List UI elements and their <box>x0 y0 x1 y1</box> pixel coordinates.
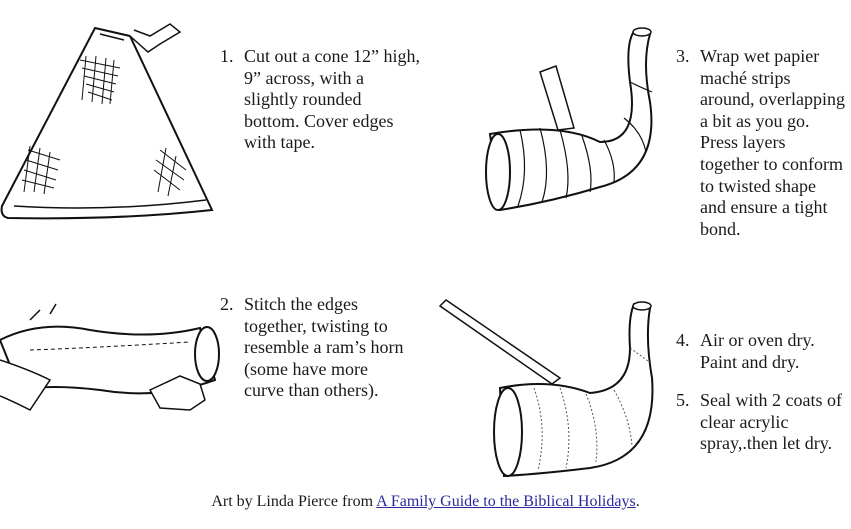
step-text: Seal with 2 coats of clear acrylic spray,.then let dry. <box>700 390 842 454</box>
stitched-horn-illustration <box>0 300 230 450</box>
wrapped-horn-illustration <box>470 22 670 217</box>
art-credit <box>0 492 851 512</box>
finished-horn-illustration <box>440 298 670 483</box>
step-text: Cut out a cone 12” high, 9” across, with a slightly rounded bottom. Cover edges with tape. <box>244 46 420 153</box>
step-number: 2. <box>220 294 234 314</box>
step-2 <box>220 294 410 402</box>
step-text: Air or oven dry. Paint and dry. <box>700 330 815 372</box>
book-title-link[interactable]: A Family Guide to the Biblical Holidays <box>376 493 636 510</box>
credit-suffix: . <box>635 493 640 510</box>
step-text: Stitch the edges together, twisting to resemble a ram’s horn (some have more curve than others). <box>244 294 404 401</box>
step-4 <box>676 330 846 373</box>
credit-prefix: Art by Linda Pierce from <box>211 493 377 510</box>
step-1 <box>220 46 420 154</box>
step-number: 5. <box>676 390 690 410</box>
step-3 <box>676 46 846 240</box>
step-5 <box>676 390 846 455</box>
step-number: 1. <box>220 46 234 66</box>
step-number: 3. <box>676 46 690 66</box>
cone-illustration <box>0 20 200 225</box>
step-text: Wrap wet papier maché strips around, overlapping a bit as you go. Press layers together to conform to twisted shape and ensure a tight bond. <box>700 46 845 239</box>
step-number: 4. <box>676 330 690 350</box>
